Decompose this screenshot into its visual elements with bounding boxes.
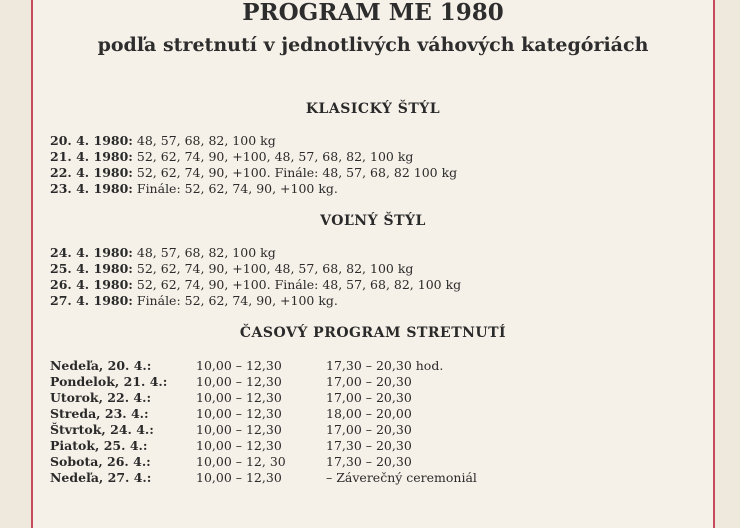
free-row: 27. 4. 1980: Finále: 52, 62, 74, 90, +100 kg.	[50, 293, 338, 308]
classic-row: 23. 4. 1980: Finále: 52, 62, 74, 90, +100 kg.	[50, 181, 338, 196]
classic-row: 20. 4. 1980: 48, 57, 68, 82, 100 kg	[50, 133, 276, 148]
schedule-heading: ČASOVÝ PROGRAM STRETNUTÍ	[239, 325, 507, 341]
free-row: 25. 4. 1980: 52, 62, 74, 90, +100, 48, 57, 68, 82, 100 kg	[50, 261, 414, 276]
free-style-heading: VOĽNÝ ŠTÝL	[320, 213, 426, 229]
document-page: PROGRAM ME 1980 podľa stretnutí v jednotlivých váhových kategóriách KLASICKÝ ŠTÝL 20. 4. 1980: 48, 57, 68, 82, 100 kg 21. 4. 1980: 52, 62, 74, 90, +100, 48, 57, 68, 82, 100 kg 22. 4. 1980: 52, 62, 74, 90, +100. Finále: 48, 57, 68, 82 100 kg 23. 4. 1980: Finále: 52, 62, 74, 90, +100 kg. VOĽNÝ ŠTÝL 24. 4. 1980: 48, 57, 68, 82, 100 kg 25. 4. 1980: 52, 62, 74, 90, +100, 48, 57, 68, 82, 100 kg 26. 4. 1980: 52, 62, 74, 90, +100. Finále: 48, 57, 68, 82, 100 kg 27. 4. 1980: Finále: 52, 62, 74, 90, +100 kg. ČASOVÝ PROGRAM STRETNUTÍ Nedeľa, 20. 4.: 10,00 – 12,30 17,30 – 20,30 hod. Pondelok, 21. 4.: 10,00 – 12,30 17,00 – 20,30 Utorok, 22. 4.: 10,00 – 12,30 17,00 – 20,30 Streda, 23. 4.: 10,00 – 12,30 18,00 – 20,00 Štvrtok, 24. 4.: 10,00 – 12,30 17,00 – 20,30 Piatok, 25. 4.: 10,00 – 12,30 17,30 – 20,30 Sobota, 26. 4.: 10,00 – 12, 30 17,30 – 20,30 Nedeľa, 27. 4.: 10,00 – 12,30 – Záverečný ceremoniál	[31, 0, 715, 528]
page-subtitle: podľa stretnutí v jednotlivých váhových kategóriách	[97, 34, 649, 56]
free-row: 24. 4. 1980: 48, 57, 68, 82, 100 kg	[50, 245, 276, 260]
classic-row: 21. 4. 1980: 52, 62, 74, 90, +100, 48, 57, 68, 82, 100 kg	[50, 149, 414, 164]
page-title: PROGRAM ME 1980	[242, 0, 504, 26]
free-row: 26. 4. 1980: 52, 62, 74, 90, +100. Finále: 48, 57, 68, 82, 100 kg	[50, 277, 462, 292]
classic-style-heading: KLASICKÝ ŠTÝL	[305, 101, 441, 117]
classic-row: 22. 4. 1980: 52, 62, 74, 90, +100. Finále: 48, 57, 68, 82 100 kg	[50, 165, 458, 180]
